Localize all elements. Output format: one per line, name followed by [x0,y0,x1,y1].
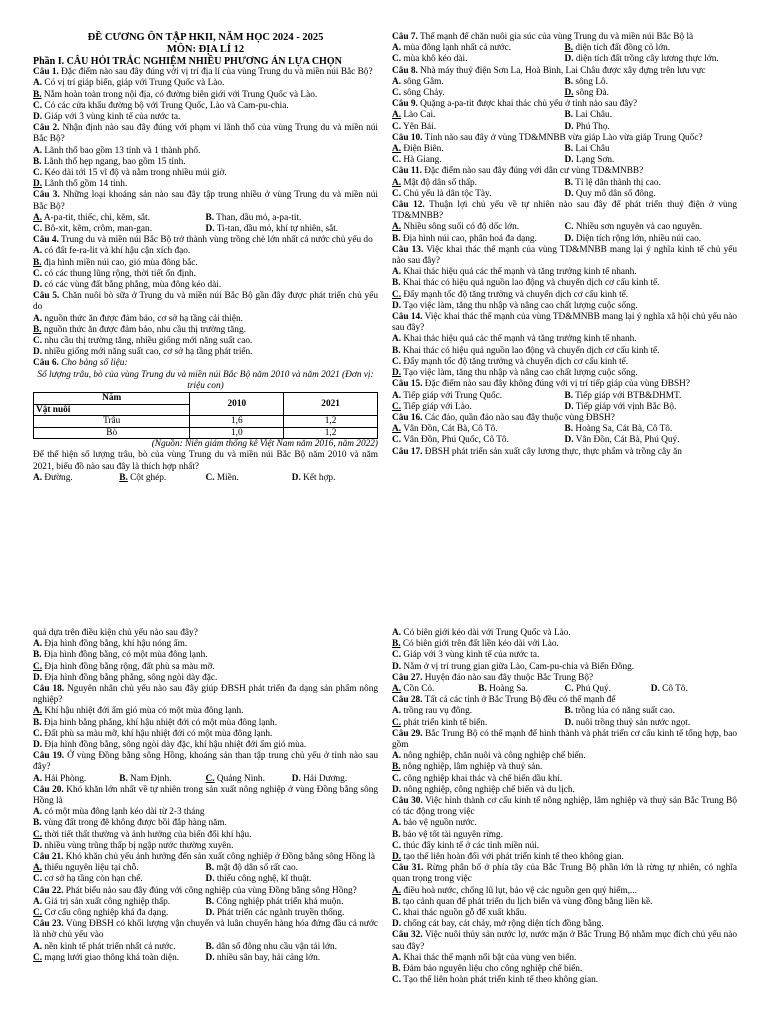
option-row [33,953,378,964]
option-b: B. Nam Định. [119,773,172,784]
option-row [392,77,737,88]
option-a: A. trồng rau vụ đông. [392,706,473,717]
question-11: Câu 11. Đặc điểm nào sau đây đúng với dân cư vùng TD&MNBB? [392,166,644,177]
option-d: D. Vân Đồn, Cát Bà, Phú Quý. [564,435,680,446]
option-row [33,213,378,224]
question-10: Câu 10. Tỉnh nào sau đây ở vùng TD&MNBB vừa giáp Lào vừa giáp Trung Quốc? [392,132,703,143]
option-b: B. địa hình miền núi cao, gió mùa đông bắc. [33,257,198,268]
question-17-continued: quả dựa trên điều kiện chủ yếu nào sau đây? [33,628,198,638]
option-row [33,874,378,885]
option-b: B. Địa hình núi cao, phân hoá đa dạng. [392,233,537,244]
section-heading: Phần I. CÂU HỎI TRẮC NGHIỆM NHIỀU PHƯƠNG ÁN LỰA CHỌN [33,56,342,67]
option-a: A. Tiếp giáp với Trung Quốc. [392,390,503,401]
option-b: B. nông nghiệp, lâm nghiệp và thuỷ sản. [392,762,543,773]
option-d: D. Tạo việc làm, tăng thu nhập và nâng cao chất lượng cuộc sống. [392,368,638,379]
option-row [392,43,737,54]
option-c: C. Nhiều sơn nguyên và cao nguyên. [564,222,703,233]
question-1: Câu 1. Đặc điểm nào sau đây đúng với vị trí địa lí của vùng Trung du và miền núi Bắc Bộ? [33,67,373,78]
question-4: Câu 4. Trung du và miền núi Bắc Bộ trở thành vùng trồng chè lớn nhất cả nước chủ yếu do [33,235,373,246]
question-30: Câu 30. Việc hình thành cơ cấu kinh tế nông nghiệp, lâm nghiệp và thuỷ sản Bắc Trung Bộ có tác động trong việc [392,796,737,818]
option-row [392,222,737,233]
option-d: D. Cô Tô. [650,684,688,695]
option-b: B. Đảm bảo nguyên liệu cho công nghiệp chế biến. [392,964,583,975]
option-a: A. sông Gâm. [392,76,444,87]
option-row [33,942,378,953]
option-a: A. Khai thác hiệu quả các thế mạnh và tăng trưởng kinh tế nhanh. [392,334,637,345]
option-a: A. Giá trị sản xuất công nghiệp thấp. [33,896,171,907]
table-cell: 1,2 [284,427,378,439]
option-d: D. nhiều giống mới năng suất cao, cơ sở hạ tầng phát triển. [33,347,253,358]
option-b: B. bảo vệ tốt tài nguyên rừng. [392,829,503,840]
option-row [392,391,737,402]
question-29: Câu 29. Bắc Trung Bộ có thế mạnh để hình thành và phát triển cơ cấu kinh tế tổng hợp, bao gồm [392,728,737,751]
option-c: C. Miền. [205,472,239,483]
option-d: D. Diện tích rộng lớn, nhiều núi cao. [564,233,702,244]
question-23: Câu 23. Vùng ĐBSH có khối lượng vận chuyển và luân chuyển hàng hóa đứng đầu cả nước là nhờ chủ yếu vào [33,919,378,941]
option-b: B. Có biên giới trên đất liền kéo dài với Lào. [392,639,559,650]
table-cell [34,393,378,405]
option-c: C. khai thác nguồn gỗ để xuất khẩu. [392,908,527,919]
option-a: A. Đường. [33,472,73,483]
option-row [33,473,378,484]
option-a: A. Nhiều sông suối có độ dốc lớn. [392,222,520,233]
question-21: Câu 21. Khó khăn chủ yếu ảnh hưởng đến sản xuất công nghiệp ở Đồng bằng sông Hồng là [33,852,376,863]
option-row [392,189,737,200]
option-a: A. nông nghiệp, chăn nuôi và công nghiệp chế biến. [392,751,586,762]
question-19: Câu 19. Ở vùng Đồng bằng sông Hồng, khoáng sản than tập trung chủ yếu ở tỉnh nào sau đây? [33,751,378,773]
option-b: B. Than, dầu mỏ, a-pa-tit. [205,212,302,223]
option-a: A. Cồn Cỏ. [392,684,435,695]
option-b: B. Địa hình đồng bằng, có một mùa đông lạnh. [33,650,208,661]
option-c: C. Phú Quý. [564,684,611,695]
table-row [34,427,378,439]
option-a: A. Khai thác thế mạnh nổi bật của vùng ven biển. [392,952,577,963]
option-b: B. Tỉ lệ dân thành thị cao. [564,177,661,188]
option-a: A. Điện Biên. [392,144,444,155]
question-17: Câu 17. ĐBSH phát triển sản xuất cây lương thực, thực phẩm và trồng cây ăn [392,446,682,457]
option-b: B. sông Lô. [564,76,608,87]
question-27: Câu 27. Huyện đảo nào sau đây thuộc Bắc Trung Bộ? [392,672,594,683]
question-3: Câu 3. Những loại khoáng sản nào sau đây tập trung nhiều ở vùng Trung du và miền núi Bắc Bộ? [33,190,378,212]
option-d: D. Quy mô dân số đông. [564,188,656,199]
option-row [392,110,737,121]
option-row [392,88,737,99]
option-d: D. nhiều vùng trũng thấp bị ngập nước thường xuyên. [33,840,234,851]
option-a: A. mùa đông lạnh nhất cả nước. [392,43,511,54]
option-a: A. có đất fe-ra-lit và khí hậu cận xích đạo. [33,246,191,257]
option-c: C. phát triển kinh tế biển. [392,717,488,728]
option-d: D. tạo thế liên hoàn đối với phát triển kinh tế theo không gian. [392,852,624,863]
document-page-2 [0,628,768,1024]
option-d: D. Phú Thọ. [564,121,610,132]
option-d: D. Giáp với 3 vùng kinh tế của nước ta. [33,112,181,123]
option-c: C. sông Chảy. [392,88,445,99]
option-c: C. Vân Đồn, Phú Quốc, Cô Tô. [392,435,509,446]
option-c: C. Bô-xit, kẽm, crôm, man-gan. [33,224,153,235]
option-a: A. Địa hình đồng bằng, khí hậu nóng ẩm. [33,639,188,650]
option-c: C. Đẩy mạnh tốc độ tăng trưởng và chuyển dịch cơ cấu kinh tế. [392,289,629,300]
question-13: Câu 13. Việc khai thác thế mạnh của vùng TD&MNBB mang lại ý nghĩa kinh tế chủ yếu nào sau đây? [392,244,737,267]
page2-left-column [33,628,378,964]
option-b: B. Khai thác có hiệu quả nguồn lao động và chuyển dịch cơ cấu kinh tế. [392,278,660,289]
option-a: A. điều hoà nước, chống lũ lụt, bảo vệ các nguồn gen quý hiếm,... [392,885,637,896]
option-c: C. thúc đẩy kinh tế ở các tỉnh miền núi. [392,840,540,851]
option-c: C. Đất phù sa màu mỡ, khí hậu nhiệt đới có một mùa đông lạnh. [33,728,273,739]
option-d: D. nông nghiệp, công nghiệp chế biến và du lịch. [392,784,575,795]
option-d: D. có các vùng đất bằng phẳng, mùa đông kéo dài. [33,280,222,291]
option-b: B. vùng đất trong đê không được bồi đắp hàng năm. [33,818,227,829]
option-c: C. Chủ yếu là dân tộc Tày. [392,188,492,199]
option-row [33,224,378,235]
table-source: (Nguồn: Niên giám thống kê Việt Nam năm 2016, năm 2022) [151,439,378,450]
option-b: B. Nằm hoàn toàn trong nội địa, có đường biên giới với Trung Quốc và Lào. [33,89,318,100]
option-a: A. Lãnh thổ bao gồm 13 tỉnh và 1 thành phố. [33,145,201,156]
option-row [392,435,737,446]
option-row [392,122,737,133]
option-row [33,897,378,908]
option-a: A. bảo vệ nguồn nước. [392,818,477,829]
option-row [392,144,737,155]
option-row [392,178,737,189]
question-16: Câu 16. Các đảo, quần đảo nào sau đây thuộc vùng ĐBSH? [392,412,615,423]
option-d: D. Hải Dương. [291,773,348,784]
table-cell: 1,0 [190,427,284,439]
option-d: D. sông Đà. [564,88,609,99]
question-22: Câu 22. Phát biểu nào sau đây đúng với công nghiệp của vùng Đồng bằng sông Hồng? [33,885,357,896]
option-c: C. Tạo thế liên hoàn phát triển kinh tế theo không gian. [392,975,599,986]
option-a: A. Lào Cai. [392,110,436,121]
option-d: D. Lãnh thổ gồm 14 tỉnh. [33,179,128,190]
option-b: B. Địa hình bằng phẳng, khí hậu nhiệt đới có một mùa đông lạnh. [33,717,278,728]
table-cell: Năm [34,393,190,405]
option-b: B. Lãnh thổ hẹp ngang, bao gồm 15 tỉnh. [33,156,186,167]
option-c: C. Giáp với 3 vùng kinh tế của nước ta. [392,650,540,661]
option-row [392,402,737,413]
table-cell: Vật nuôi [34,404,190,416]
option-row [33,774,378,785]
table-cell: 2010 [190,393,284,416]
option-b: B. nguồn thức ăn được đảm bảo, nhu cầu thị trường tăng. [33,324,246,335]
option-d: D. Lạng Sơn. [564,155,615,166]
option-a: A. nguồn thức ăn được đảm bảo, cơ sở hạ tầng cải thiện. [33,313,243,324]
option-row [392,54,737,65]
option-row [392,424,737,435]
option-d: D. thiếu công nghệ, kĩ thuật. [205,874,312,885]
question-15: Câu 15. Đặc điểm nào sau đây không đúng với vị trí tiếp giáp của vùng ĐBSH? [392,379,690,390]
option-d: D. Địa hình đồng bằng, sông ngòi dày đặc, khí hậu nhiệt đới ẩm gió mùa. [33,740,307,751]
option-d: D. Phát triển các ngành truyền thống. [205,908,345,919]
option-c: C. công nghiệp khai thác và chế biến dầu khí. [392,773,563,784]
question-18: Câu 18. Nguyên nhân chủ yếu nào sau đây giúp ĐBSH phát triển đa dạng sản phẩm nông nghiệp? [33,684,378,706]
option-row [33,863,378,874]
table-cell: Trâu [34,416,190,428]
option-b: B. Khai thác có hiệu quả nguồn lao động và chuyển dịch cơ cấu kinh tế. [392,345,660,356]
question-2: Câu 2. Nhận định nào sau đây đúng với phạm vi lãnh thổ của vùng Trung du và miền núi Bắc Bộ? [33,123,378,145]
option-c: C. Kéo dài tới 15 vĩ độ và nằm trong nhiều múi giờ. [33,168,227,179]
question-8: Câu 8. Nhà máy thuỷ điện Sơn La, Hoà Bình, Lai Châu được xây dựng trên lưu vực [392,65,706,76]
question-7: Câu 7. Thế mạnh để chăn nuôi gia súc của vùng Trung du và miền núi Bắc Bộ là [392,32,694,42]
option-a: A. Có vị trí giáp biển, giáp với Trung Quốc và Lào. [33,78,225,89]
option-a: A. A-pa-tit, thiếc, chì, kẽm, sắt. [33,212,150,223]
option-b: B. Công nghiệp phát triển khá muộn. [205,896,344,907]
question-32: Câu 32. Việc nuôi thủy sản nước lợ, nước mặn ở Bắc Trung Bộ nhằm mục đích chủ yếu nào sau đây? [392,930,738,952]
option-c: C. Đẩy mạnh tốc độ tăng trưởng và chuyển dịch cơ cấu kinh tế. [392,356,629,367]
option-d: D. Kết hợp. [291,472,336,483]
table-caption: Số lượng trâu, bò của vùng Trung du và miền núi Bắc Bộ năm 2010 và năm 2021 (Đơn vị: triệu con) [37,369,374,391]
subject-title: MÔN: ĐỊA LÍ 12 [166,44,245,55]
option-c: C. Cơ cấu công nghiệp khá đa dạng. [33,908,169,919]
table-cell: Bò [34,427,190,439]
option-c: C. Hà Giang. [392,155,442,166]
option-b: B. Tiếp giáp với BTB&DHMT. [564,390,682,401]
question-12: Câu 12. Thuận lợi chủ yếu về tự nhiên nào sau đây để phát triển thuỷ điện ở vùng TD&MNBB? [392,200,737,222]
option-d: D. Tạo việc làm, tăng thu nhập và nâng cao chất lượng cuộc sống. [392,300,638,311]
option-row [392,684,737,695]
option-d: D. Địa hình đồng bằng phẳng, sông ngòi dày đặc. [33,672,218,683]
option-d: D. chống cát bay, cát chảy, mở rộng diện tích đồng bằng. [392,919,604,930]
option-b: B. tạo cảnh quan để phát triển du lịch biển và vùng đồng bằng liền kề. [392,896,653,907]
option-a: A. Hải Phòng. [33,773,87,784]
question-5: Câu 5. Chăn nuôi bò sữa ở Trung du và miền núi Bắc Bộ gần đây được phát triển chủ yếu do [33,291,378,313]
table-cell: 1,6 [190,416,284,428]
option-row [392,234,737,245]
document-title: ĐỀ CƯƠNG ÔN TẬP HKII, NĂM HỌC 2024 - 2025 [87,32,324,43]
option-row [33,908,378,919]
option-a: A. có một mùa đông lạnh kéo dài từ 2-3 tháng [33,807,205,818]
option-d: D. diện tích đất trồng cây lương thực lớn. [564,54,719,65]
option-d: D. Ti-tan, dầu mỏ, khí tự nhiên, sắt. [205,224,339,235]
option-c: C. mạng lưới giao thông khá toàn diện. [33,952,180,963]
data-table [33,392,378,439]
question-9: Câu 9. Quặng a-pa-tit được khai thác chủ yếu ở tỉnh nào sau đây? [392,99,638,110]
option-c: C. nhu cầu thị trường tăng, nhiều giống mới năng suất cao. [33,336,253,347]
option-a: A. thiếu nguyên liệu tại chỗ. [33,863,139,874]
option-c: C. Quảng Ninh. [205,773,265,784]
question-31: Câu 31. Rừng phân bố ở phía tây của Bắc Trung Bộ phần lớn là rừng tự nhiên, có nghĩa quan trọng trong việc [392,863,738,885]
table-cell: 2021 [284,393,378,416]
option-row [392,155,737,166]
option-b: B. dân số đông nhu cầu vận tải lớn. [205,941,337,952]
option-d: D. Nằm ở vị trí trung gian giữa Lào, Cam-pu-chia và Biển Đông. [392,661,635,672]
option-d: D. nuôi trồng thuỷ sản nước ngọt. [564,717,691,728]
option-a: A. Khí hậu nhiệt đới ẩm gió mùa có một mùa đông lạnh. [33,706,244,717]
option-c: C. Tiếp giáp với Lào. [392,401,472,412]
option-a: A. Vân Đồn, Cát Bà, Cô Tô. [392,424,498,435]
option-c: C. mùa khô kéo dài. [392,54,468,65]
option-d: D. Tiếp giáp với vịnh Bắc Bộ. [564,401,677,412]
question-14: Câu 14. Việc khai thác thế mạnh của vùng TD&MNBB mang lại ý nghĩa xã hội chủ yếu nào sau đây? [392,312,737,334]
page1-right-column [392,32,737,458]
option-c: C. cơ sở hạ tầng còn hạn chế. [33,874,143,885]
option-b: B. trồng lúa có năng suất cao. [564,706,676,717]
page2-right-column [392,628,737,987]
question-6-ask: Để thể hiện số lượng trâu, bò của vùng Trung du và miền núi Bắc Bộ năm 2010 và năm 2021, biểu đồ nào sau đây là thích hợp nhất? [33,450,378,472]
question-28: Câu 28. Tất cả các tỉnh ở Bắc Trung Bộ đều có thế mạnh để [392,695,616,706]
option-b: B. mật độ dân số rất cao. [205,863,298,874]
table-cell: 1,2 [284,416,378,428]
option-c: C. Có các cửa khẩu đường bộ với Trung Quốc, Lào và Cam-pu-chia. [33,100,289,111]
option-c: C. thời tiết thất thường và ảnh hưởng của biến đổi khí hậu. [33,829,252,840]
option-a: A. Có biên giới kéo dài với Trung Quốc và Lào. [392,628,571,638]
option-b: B. Cột ghép. [119,472,167,483]
question-20: Câu 20. Khó khăn lớn nhất về tự nhiên trong sản xuất nông nghiệp ở vùng Đồng bằng sông Hồng là [33,784,378,807]
option-row [392,718,737,729]
option-a: A. Khai thác hiệu quả các thế mạnh và tăng trưởng kinh tế nhanh. [392,267,637,278]
option-a: A. nền kinh tế phát triển nhất cả nước. [33,941,176,952]
option-row [392,706,737,717]
option-c: C. Địa hình đồng bằng rộng, đất phù sa màu mỡ. [33,661,215,672]
option-b: B. diện tích đất đồng cỏ lớn. [564,43,671,54]
table-row [34,416,378,428]
option-d: D. nhiều sân bay, hải cảng lớn. [205,952,321,963]
page1-left-column [33,32,378,484]
option-b: B. Hoàng Sa. [478,684,528,695]
option-b: B. Lai Châu [564,144,610,155]
option-b: B. Hoàng Sa, Cát Bà, Cô Tô. [564,424,673,435]
option-c: C. có các thung lũng rộng, thời tiết ổn định. [33,268,196,279]
option-b: B. Lai Châu. [564,110,613,121]
option-a: A. Mật độ dân số thấp. [392,177,477,188]
option-c: C. Yên Bái. [392,121,437,132]
question-6: Câu 6. Cho bảng số liệu: [33,358,128,369]
